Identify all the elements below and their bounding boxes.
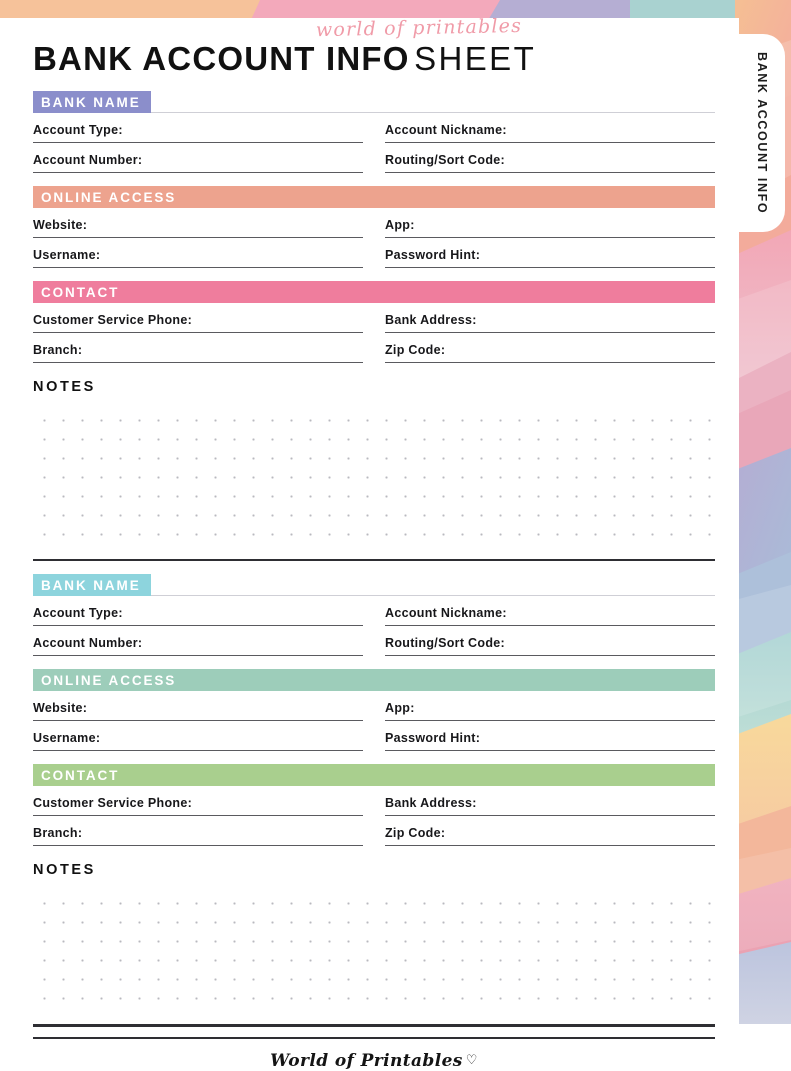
field-column (385, 238, 715, 268)
field-label: Bank Address: (385, 796, 477, 811)
field-rows (33, 691, 715, 751)
notes-title: NOTES (33, 379, 96, 395)
side-tab-label: BANK ACCOUNT INFO (755, 51, 769, 215)
section-header-bar (33, 764, 715, 786)
field-label: Account Nickname: (385, 123, 507, 137)
field-label: Website: (33, 701, 88, 716)
field-column (33, 596, 363, 626)
form-field[interactable] (385, 333, 715, 363)
side-tab (739, 34, 785, 232)
form-field[interactable] (33, 333, 363, 363)
field-column (33, 238, 363, 268)
field-label: Branch: (33, 826, 83, 841)
section-header-online-access (33, 669, 715, 691)
field-column (385, 721, 715, 751)
form-field[interactable] (385, 626, 715, 656)
field-label: App: (385, 701, 415, 716)
section-header-label: CONTACT (41, 767, 120, 783)
field-label: Branch: (33, 343, 83, 357)
section-header-bank-name (33, 574, 715, 596)
brand-script-logo: world of printables (315, 14, 523, 42)
bank-section (33, 574, 715, 1026)
field-column (33, 721, 363, 751)
field-column (33, 303, 363, 333)
field-row (33, 303, 715, 333)
field-label: Username: (33, 731, 101, 746)
form-field[interactable] (33, 143, 363, 173)
form-field[interactable] (33, 626, 363, 656)
section-header-label: BANK NAME (41, 94, 141, 110)
field-label: Customer Service Phone: (33, 313, 193, 327)
section-header-label: ONLINE ACCESS (41, 189, 177, 205)
section-header-contact (33, 764, 715, 786)
form-field[interactable] (33, 786, 363, 816)
field-column (385, 816, 715, 846)
field-column (385, 786, 715, 816)
field-label: Account Number: (33, 636, 143, 651)
field-label: Routing/Sort Code: (385, 153, 505, 167)
field-rows (33, 786, 715, 846)
section-header-bar (33, 91, 151, 113)
field-label: Customer Service Phone: (33, 796, 193, 811)
field-column (33, 816, 363, 846)
section-header-label: ONLINE ACCESS (41, 672, 177, 688)
form-field[interactable] (33, 113, 363, 143)
form-field[interactable] (33, 721, 363, 751)
field-rows (33, 303, 715, 363)
footer-brand-text: World of Printables (270, 1051, 463, 1071)
field-column (385, 143, 715, 173)
notes-dot-grid[interactable] (33, 403, 715, 551)
field-label: App: (385, 218, 415, 232)
form-field[interactable] (385, 596, 715, 626)
form-field[interactable] (385, 303, 715, 333)
field-row (33, 691, 715, 721)
section-header-bar (33, 186, 715, 208)
field-row (33, 113, 715, 143)
field-column (33, 786, 363, 816)
field-label: Routing/Sort Code: (385, 636, 505, 651)
form-field[interactable] (33, 596, 363, 626)
form-field[interactable] (385, 786, 715, 816)
page-title-bold: BANK ACCOUNT INFO (33, 40, 410, 77)
form-field[interactable] (33, 303, 363, 333)
page-title-light: SHEET (414, 40, 537, 77)
bank-section (33, 91, 715, 561)
form-field[interactable] (385, 691, 715, 721)
printable-page (0, 14, 739, 1071)
field-label: Website: (33, 218, 88, 232)
field-column (385, 691, 715, 721)
field-row (33, 721, 715, 751)
section-header-label: CONTACT (41, 284, 120, 300)
form-field[interactable] (385, 721, 715, 751)
section-header-bank-name (33, 91, 715, 113)
field-column (385, 113, 715, 143)
field-label: Password Hint: (385, 731, 481, 746)
field-column (385, 303, 715, 333)
notes-title: NOTES (33, 862, 96, 879)
section-divider (33, 559, 715, 561)
field-label: Zip Code: (385, 826, 446, 841)
footer-brand (33, 1051, 715, 1071)
field-row (33, 333, 715, 363)
form-field[interactable] (385, 113, 715, 143)
form-field[interactable] (385, 208, 715, 238)
field-column (385, 596, 715, 626)
form-field[interactable] (33, 238, 363, 268)
field-column (385, 333, 715, 363)
field-rows (33, 596, 715, 656)
form-field[interactable] (385, 238, 715, 268)
field-row (33, 626, 715, 656)
field-row (33, 816, 715, 846)
field-rows (33, 113, 715, 173)
section-header-contact (33, 281, 715, 303)
field-column (33, 691, 363, 721)
field-column (385, 626, 715, 656)
field-label: Zip Code: (385, 343, 446, 357)
field-column (33, 113, 363, 143)
section-header-bar (33, 281, 715, 303)
field-column (33, 626, 363, 656)
field-label: Account Type: (33, 123, 123, 137)
heart-icon: ♡ (465, 1053, 478, 1069)
form-field[interactable] (33, 691, 363, 721)
field-row (33, 786, 715, 816)
field-column (33, 143, 363, 173)
field-column (33, 208, 363, 238)
sections-container (33, 91, 715, 1027)
section-header-bar (33, 669, 715, 691)
field-column (33, 333, 363, 363)
field-label: Username: (33, 248, 101, 262)
field-label: Password Hint: (385, 248, 481, 262)
field-label: Account Type: (33, 606, 123, 621)
field-row (33, 208, 715, 238)
section-header-label: BANK NAME (41, 577, 141, 593)
field-row (33, 238, 715, 268)
field-rows (33, 208, 715, 268)
section-header-online-access (33, 186, 715, 208)
form-field[interactable] (33, 816, 363, 846)
form-field[interactable] (385, 143, 715, 173)
section-divider (33, 1024, 715, 1026)
field-label: Bank Address: (385, 313, 477, 327)
form-field[interactable] (33, 208, 363, 238)
field-label: Account Nickname: (385, 606, 507, 621)
field-row (33, 143, 715, 173)
section-header-bar (33, 574, 151, 596)
form-field[interactable] (385, 816, 715, 846)
footer-divider (33, 1037, 715, 1039)
field-row (33, 596, 715, 626)
field-column (385, 208, 715, 238)
page-title (33, 40, 715, 78)
field-label: Account Number: (33, 153, 143, 167)
sheet-content (33, 14, 715, 1071)
notes-dot-grid[interactable] (33, 886, 715, 1016)
